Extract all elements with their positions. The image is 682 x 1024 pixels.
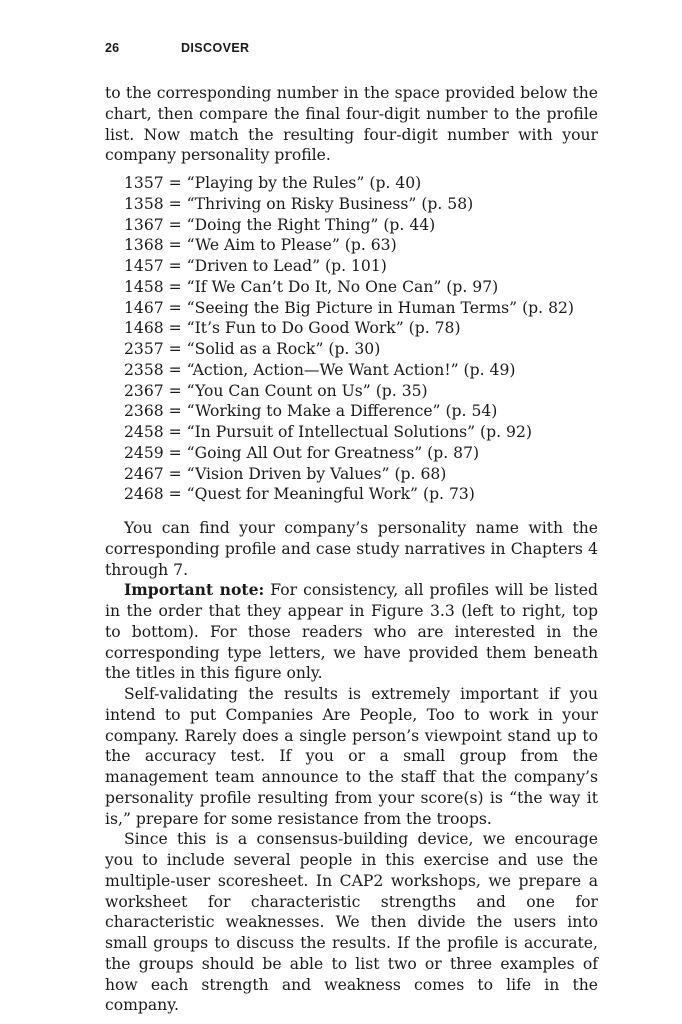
profile-item: 1357 = “Playing by the Rules” (p. 40) [124,174,422,192]
profile-item: 1368 = “We Aim to Please” (p. 63) [124,236,397,255]
profile-item: 2357 = “Solid as a Rock” (p. 30) [124,340,381,358]
profile-item: 2358 = “Action, Action—We Want Action!” (p. 49) [124,360,516,379]
profile-item: 1458 = “If We Can’t Do It, No One Can” (p. 97) [124,277,499,296]
intro-paragraph: to the corresponding number in the space provided below the chart, then compare the final four-digit number to the profile list. Now match the resulting four-digit number with your company personality profile. [105,84,598,165]
profile-item: 2367 = “You Can Count on Us” (p. 35) [124,381,428,400]
profile-item: 2458 = “In Pursuit of Intellectual Solutions” (p. 92) [124,423,532,441]
body-text [105,83,598,1016]
chapters-paragraph: You can find your company’s personality name with the corresponding profile and case study narratives in Chapters 4 through 7. [105,519,598,579]
running-head [105,41,250,55]
important-note-label: Important note: [124,580,265,600]
profile-item: 1467 = “Seeing the Big Picture in Human Terms” (p. 82) [124,298,574,317]
profile-item: 1468 = “It’s Fun to Do Good Work” (p. 78) [124,319,461,338]
important-note-paragraph [105,580,598,684]
consensus-paragraph: Since this is a consensus-building device, we encourage you to include several people in this exercise and use the multiple-user scoresheet. In CAP2 workshops, we prepare a worksheet for characteristic strengths and one for characteristic weaknesses. We then divide the users into small groups to discuss the results. If the profile is accurate, the groups should be able to list two or three examples of how each strength and weakness comes to life in the company. [105,830,598,1015]
section-title: DISCOVER [181,41,250,55]
profile-item: 2459 = “Going All Out for Greatness” (p. 87) [124,443,480,462]
important-note-text: For consistency, all profiles will be listed in the order that they appear in Figure 3.3 (left to right, top to bottom). For those readers who are interested in the corresponding type letters, we have provided them beneath the titles in this figure only. [105,581,598,683]
profile-item: 2368 = “Working to Make a Difference” (p. 54) [124,402,498,421]
profile-list [105,173,598,505]
self-validating-paragraph: Self-validating the results is extremely important if you intend to put Companies Are People, Too to work in your company. Rarely does a single person’s viewpoint stand up to the accuracy test. If you or a small group from the management team announce to the staff that the company’s personality profile resulting from your score(s) is “the way it is,” prepare for some resistance from the troops. [105,685,598,828]
profile-item: 1367 = “Doing the Right Thing” (p. 44) [124,215,436,234]
profile-item: 2467 = “Vision Driven by Values” (p. 68) [124,464,447,483]
profile-item: 1457 = “Driven to Lead” (p. 101) [124,257,387,275]
page-number: 26 [105,41,120,55]
profile-item: 1358 = “Thriving on Risky Business” (p. 58) [124,194,474,213]
profile-item: 2468 = “Quest for Meaningful Work” (p. 73) [124,485,475,504]
